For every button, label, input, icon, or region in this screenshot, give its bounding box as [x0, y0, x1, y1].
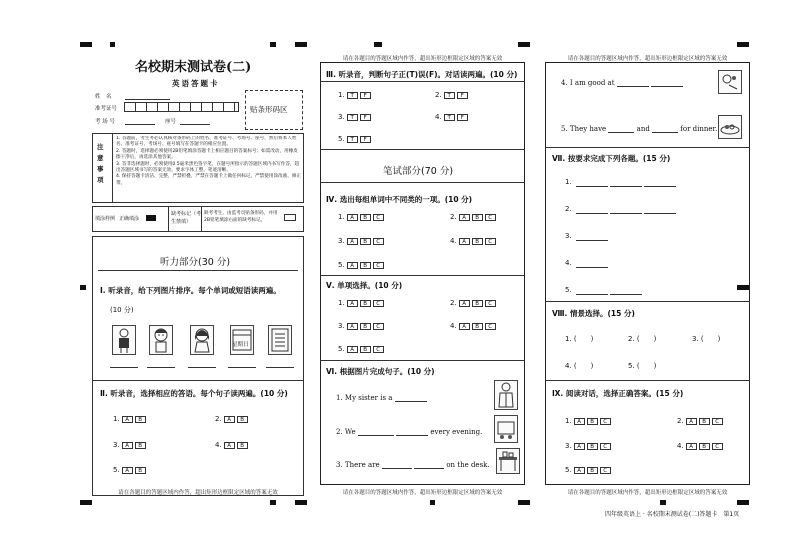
s8-q1[interactable]: 1. ( ) [565, 335, 594, 343]
s4-q5: 5. A B C [338, 261, 386, 270]
option-f[interactable]: F [457, 114, 468, 121]
timing-mark [295, 500, 307, 505]
s5-q4: 4. A B C [450, 322, 498, 331]
answer-blank[interactable] [395, 394, 427, 402]
s7-q2: 2. [565, 205, 676, 214]
s7-q1: 1. [565, 178, 676, 187]
answer-blank[interactable] [608, 125, 634, 133]
s7-title: Ⅶ. 按要求完成下列各题。(15 分) [552, 154, 671, 163]
order-blank[interactable] [147, 364, 175, 368]
option-f[interactable]: F [360, 92, 371, 99]
answer-blank[interactable] [617, 79, 649, 87]
divider [320, 149, 525, 150]
s4-q2: 2. A B C [450, 213, 498, 222]
option-b[interactable]: B [135, 442, 146, 449]
option-c[interactable]: C [373, 346, 384, 353]
option-a[interactable]: A [347, 346, 358, 353]
option-b[interactable]: B [360, 238, 371, 245]
seat-label: 考 场 号 [95, 119, 115, 125]
name-label: 姓 名 [95, 94, 112, 100]
seat-field[interactable] [125, 117, 155, 125]
option-b[interactable]: B [360, 300, 371, 307]
timing-mark [80, 42, 92, 47]
doctor-picture-icon [494, 380, 518, 410]
option-c[interactable]: C [373, 300, 384, 307]
option-c[interactable]: C [485, 323, 496, 330]
s5-q1: 1. A B C [338, 299, 386, 308]
answer-blank[interactable] [610, 288, 642, 295]
divider [545, 147, 750, 148]
option-f[interactable]: F [360, 136, 371, 143]
activity-picture-icon [718, 70, 742, 94]
s9-q2: 2. A B C [677, 417, 725, 426]
s4-q3: 3. A B C [338, 237, 386, 246]
s2-q4: 4. A B [215, 441, 250, 450]
option-a[interactable]: A [459, 238, 470, 245]
s6-q4: 4. I am good at [561, 79, 683, 87]
option-c[interactable]: C [373, 262, 384, 269]
s5-title: Ⅴ. 单项选择。(10 分) [326, 281, 403, 290]
listening-title: 听力部分(30 分) [160, 257, 231, 268]
option-b[interactable]: B [472, 300, 483, 307]
food-picture-icon [718, 115, 742, 139]
fill-example-label: 填涂样例 [95, 216, 116, 222]
timing-mark [270, 500, 276, 505]
answer-blank[interactable] [414, 461, 444, 469]
timing-mark [430, 500, 435, 505]
option-b[interactable]: B [699, 418, 710, 425]
order-blank[interactable] [110, 364, 138, 368]
absent-mark-label: 缺考标记（考生禁填） [171, 211, 202, 225]
s2-q2: 2. A B [215, 415, 250, 424]
option-b[interactable]: B [135, 416, 146, 423]
answer-blank[interactable] [358, 428, 394, 436]
s2-q1: 1. A B [113, 415, 148, 424]
option-a[interactable]: A [686, 418, 697, 425]
option-c[interactable]: C [600, 418, 611, 425]
timing-mark [737, 500, 749, 505]
divider [98, 270, 298, 271]
option-b[interactable]: B [699, 443, 710, 450]
answer-sheet-subtitle: 英语答题卡 [172, 79, 220, 88]
name-field[interactable] [125, 92, 170, 100]
option-b[interactable]: B [587, 443, 598, 450]
option-a[interactable]: A [686, 443, 697, 450]
option-a[interactable]: A [347, 323, 358, 330]
s3-q5: 5. T F [338, 135, 373, 144]
option-a[interactable]: A [459, 300, 470, 307]
s2-q5: 5. A B [113, 466, 148, 475]
s3-q4: 4. T F [435, 113, 470, 122]
answer-blank[interactable] [610, 207, 642, 214]
listening-s2-title: Ⅱ. 听录音，选择相应的答语。每个句子读两遍。(10 分) [100, 389, 288, 398]
option-b[interactable]: B [237, 442, 248, 449]
option-a[interactable]: A [459, 323, 470, 330]
divider [320, 275, 525, 276]
option-a[interactable]: A [347, 300, 358, 307]
footer-note: 请在各题目的答题区域内作答，超出矩形边框限定区域的答案无效 [342, 490, 503, 496]
option-a[interactable]: A [224, 416, 235, 423]
s6-q1: 1. My sister is a [336, 394, 427, 402]
option-c[interactable]: C [373, 323, 384, 330]
option-t[interactable]: T [444, 114, 455, 121]
absent-mark-box[interactable] [284, 214, 296, 221]
divider [545, 301, 750, 302]
option-b[interactable]: B [472, 238, 483, 245]
calendar-text: 星期日 [232, 342, 249, 348]
s2-q3: 3. A B [113, 441, 148, 450]
exam-no-label: 准考证号 [95, 106, 118, 112]
option-c[interactable]: C [485, 238, 496, 245]
answer-blank[interactable] [382, 461, 412, 469]
s6-q3: 3. There are on the desk. [336, 461, 490, 469]
timing-mark [295, 42, 307, 47]
s9-q5: 5. A B C [565, 466, 613, 475]
option-a[interactable]: A [574, 418, 585, 425]
timing-mark [374, 42, 382, 47]
divider [320, 360, 525, 361]
page-footer: 四年级英语上 · 名校期末测试卷(二)答题卡 第1页 [605, 511, 740, 518]
option-t[interactable]: T [347, 114, 358, 121]
option-c[interactable]: C [712, 443, 723, 450]
option-b[interactable]: B [360, 323, 371, 330]
option-b[interactable]: B [472, 323, 483, 330]
s7-q5: 5. [565, 286, 642, 295]
option-a[interactable]: A [347, 262, 358, 269]
s8-q2[interactable]: 2. ( ) [628, 335, 657, 343]
footer-note: 请在各题目的答题区域内作答，超出矩形边框限定区域的答案无效 [118, 490, 278, 496]
option-c[interactable]: C [485, 214, 496, 221]
option-b[interactable]: B [587, 418, 598, 425]
option-a[interactable]: A [224, 442, 235, 449]
listening-s1-title: Ⅰ. 听录音，给下列图片排序。每个单词或短语读两遍。 [100, 286, 281, 295]
s8-q5[interactable]: 5. ( ) [628, 362, 657, 370]
s5-q3: 3. A B C [338, 322, 386, 331]
correct-fill-sample [146, 215, 156, 221]
s7-q4: 4. [565, 259, 608, 268]
timing-mark [80, 500, 92, 505]
timing-mark [270, 42, 276, 47]
fill-divider [201, 206, 202, 232]
notice-label: 注 意 事 项 [97, 143, 104, 184]
divider [92, 380, 304, 381]
listening-s1-score: (10 分) [110, 306, 134, 314]
answer-blank[interactable] [576, 288, 608, 295]
divider [320, 182, 525, 183]
option-b[interactable]: B [587, 467, 598, 474]
absent-note: 缺考考生，由监考员贴条形码，并用2B铅笔填涂右面的缺考标记。 [204, 211, 278, 223]
answer-blank[interactable] [576, 261, 608, 268]
person-icon [112, 325, 136, 355]
answer-blank[interactable] [610, 180, 642, 187]
timing-mark [660, 500, 666, 505]
s7-q3: 3. [565, 232, 608, 241]
written-title: 笔试部分(70 分) [383, 166, 454, 177]
barcode-label: 贴条形码区 [250, 105, 288, 114]
seat-no-field[interactable] [180, 117, 210, 125]
girl-icon [190, 325, 214, 355]
answer-blank[interactable] [576, 180, 608, 187]
option-c[interactable]: C [373, 238, 384, 245]
option-t[interactable]: T [444, 92, 455, 99]
answer-blank[interactable] [652, 125, 678, 133]
seat-no-label: 座号 [165, 119, 177, 125]
answer-blank[interactable] [576, 234, 608, 241]
option-b[interactable]: B [360, 214, 371, 221]
notice-divider [112, 133, 113, 203]
desk-icon [496, 448, 520, 474]
order-blank[interactable] [228, 364, 256, 368]
option-b[interactable]: B [360, 346, 371, 353]
exam-no-boxes[interactable] [124, 102, 239, 112]
s4-q4: 4. A B C [450, 237, 498, 246]
footer-note: 请在各题目的答题区域内作答，超出矩形边框限定区域的答案无效 [567, 490, 728, 496]
option-c[interactable]: C [373, 214, 384, 221]
order-blank[interactable] [188, 364, 216, 368]
notebook-icon [268, 325, 292, 355]
option-a[interactable]: A [574, 467, 585, 474]
timing-mark [518, 500, 530, 505]
s9-q1: 1. A B C [565, 417, 613, 426]
option-t[interactable]: T [347, 136, 358, 143]
answer-blank[interactable] [644, 180, 676, 187]
answer-sheet-title: 名校期末测试卷(二) [135, 60, 252, 75]
option-c[interactable]: C [600, 443, 611, 450]
s9-q4: 4. A B C [677, 442, 725, 451]
s6-q2: 2. We every evening. [336, 428, 483, 436]
s3-title: Ⅲ. 听录音，判断句子正(T)误(F)。对话读两遍。(10 分) [326, 70, 518, 79]
boy-icon [149, 325, 173, 355]
s5-q2: 2. A B C [450, 299, 498, 308]
divider [545, 380, 750, 381]
option-a[interactable]: A [347, 238, 358, 245]
s4-q1: 1. A B C [338, 213, 386, 222]
option-a[interactable]: A [574, 443, 585, 450]
option-c[interactable]: C [600, 467, 611, 474]
answer-blank[interactable] [651, 79, 683, 87]
option-b[interactable]: B [360, 262, 371, 269]
s9-title: Ⅸ. 阅读对话，选择正确答案。(15 分) [552, 389, 684, 398]
timing-mark [737, 42, 749, 47]
family-tv-icon [494, 415, 518, 443]
timing-mark [518, 42, 530, 47]
divider [320, 81, 525, 82]
option-a[interactable]: A [122, 416, 133, 423]
s3-q1: 1. T F [338, 91, 373, 100]
correct-fill-label: 正确填涂 [119, 216, 140, 222]
s8-title: Ⅷ. 情景选择。(15 分) [552, 309, 635, 318]
option-b[interactable]: B [472, 214, 483, 221]
option-a[interactable]: A [122, 467, 133, 474]
timing-mark [110, 42, 115, 47]
timing-mark [80, 285, 86, 290]
option-a[interactable]: A [122, 442, 133, 449]
option-b[interactable]: B [237, 416, 248, 423]
option-t[interactable]: T [347, 92, 358, 99]
s6-title: Ⅵ. 根据图片完成句子。(10 分) [326, 367, 435, 376]
s8-q3[interactable]: 3. ( ) [692, 335, 721, 343]
s3-q3: 3. T F [338, 113, 373, 122]
option-f[interactable]: F [457, 92, 468, 99]
fill-divider [168, 206, 169, 232]
s6-q5: 5. They have and for dinner. [561, 125, 718, 133]
answer-blank[interactable] [644, 207, 676, 214]
header-note: 请在各题目的答题区域内作答，超出矩形边框限定区域的答案无效 [567, 56, 728, 62]
s8-q4[interactable]: 4. ( ) [565, 362, 594, 370]
s4-title: Ⅳ. 选出每组单词中不同类的一项。(10 分) [326, 195, 473, 204]
option-c[interactable]: C [485, 300, 496, 307]
header-note: 请在各题目的答题区域内作答，超出矩形边框限定区域的答案无效 [342, 56, 503, 62]
order-blank[interactable] [266, 364, 294, 368]
option-a[interactable]: A [347, 214, 358, 221]
s9-q3: 3. A B C [565, 442, 613, 451]
answer-blank[interactable] [396, 428, 428, 436]
answer-blank[interactable] [576, 207, 608, 214]
option-b[interactable]: B [135, 467, 146, 474]
s5-q5: 5. A B C [338, 345, 386, 354]
notice-text: 1. 答题前，考生务必认真核对条形码上的姓名、准考证号、考场号、座号，然后将本人姓名、准考证号、考场号、座号填写在答题卡的相应位置。 2. 答题时，选择题必须使用2B铅笔填涂答题卡上相应题目的答案标号；如需改动，用橡皮擦干净后，再选涂其他答案。 3. 答非选择题时，必须使用0.5毫米黑色签字笔，在题号所指示的答题区域内书写作答，超出答题区域书写的答案无效。要求字体工整，笔迹清晰。 4. 保持答题卡清洁、完整，严禁折叠，严禁在答题卡上做任何标记，严禁使用涂改液、修正带。 [116, 136, 301, 186]
option-c[interactable]: C [712, 418, 723, 425]
option-a[interactable]: A [459, 214, 470, 221]
option-f[interactable]: F [360, 114, 371, 121]
s3-q2: 2. T F [435, 91, 470, 100]
